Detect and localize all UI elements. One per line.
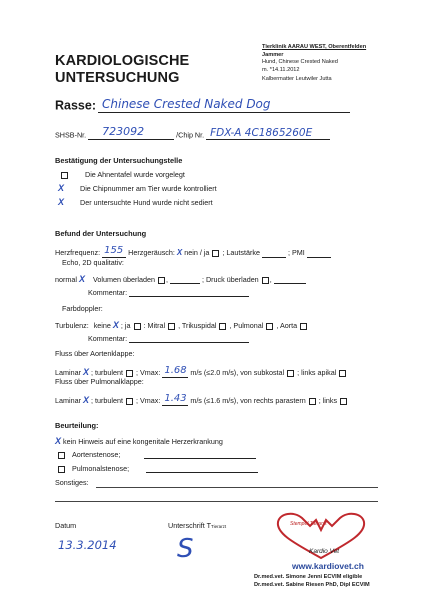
aorta-flow-row xyxy=(55,365,347,378)
herzfrequenz-row xyxy=(55,245,331,258)
volumen-label: Volumen überladen xyxy=(93,275,155,284)
kein-mark[interactable]: X xyxy=(55,436,62,446)
checkbox[interactable] xyxy=(300,323,307,330)
pulm-heading: Fluss über Pulmonalklappe: xyxy=(55,377,144,386)
echo-label: Echo, 2D qualitativ: xyxy=(62,258,124,267)
farbdoppler-label: Farbdoppler: xyxy=(62,304,103,313)
check-x-mark[interactable]: X xyxy=(58,197,65,207)
checkbox[interactable] xyxy=(309,398,316,405)
hg-label: Herzgeräusch: xyxy=(128,248,175,258)
checkbox[interactable] xyxy=(339,370,346,377)
volumen-field[interactable] xyxy=(170,283,200,284)
kommentar-field[interactable] xyxy=(129,296,249,297)
laminar-mark[interactable]: X xyxy=(82,395,89,406)
turbulent-label: ; turbulent xyxy=(90,368,123,378)
shsb-row xyxy=(55,126,330,140)
checkbox[interactable] xyxy=(58,466,65,473)
turbulent-label: ; turbulent xyxy=(90,396,123,406)
keine-label: keine xyxy=(93,321,111,330)
lautstaerke-field[interactable] xyxy=(262,257,286,258)
trikuspidal-label: , Trikuspidal xyxy=(178,321,217,330)
checkbox[interactable] xyxy=(219,323,226,330)
hg-mark[interactable]: X xyxy=(176,248,183,258)
checkbox[interactable] xyxy=(134,323,141,330)
sonstiges-label: Sonstiges: xyxy=(55,478,89,487)
turbulenz-row xyxy=(55,320,308,330)
druck-field[interactable] xyxy=(274,283,306,284)
clinic-name: Tierklinik AARAU WEST, Oberentfelden xyxy=(262,44,367,50)
rasse-value[interactable]: Chinese Crested Naked Dog xyxy=(98,98,350,113)
kommentar2-label: Kommentar: xyxy=(88,334,128,343)
doctor-1: Dr.med.vet. Simone Jenni ECVIM eligible xyxy=(254,574,363,580)
ja-label: ; ja xyxy=(120,321,131,330)
confirm-text: Die Ahnentafel wurde vorgelegt xyxy=(85,170,185,179)
chip-label: /Chip Nr. xyxy=(176,130,205,140)
vmax-label: ; Vmax: xyxy=(135,368,161,378)
pulm-vmax-value[interactable]: 1.43 xyxy=(164,393,187,404)
hf-label: Herzfrequenz: xyxy=(55,248,101,258)
aortenstenose-label: Aortenstenose; xyxy=(72,450,121,459)
chip-value[interactable]: FDX-A 4C1865260E xyxy=(206,127,330,140)
checkbox[interactable] xyxy=(158,277,165,284)
kommentar-row xyxy=(88,289,249,297)
aortenstenose-row xyxy=(57,451,256,459)
confirm-item[interactable] xyxy=(58,183,217,193)
aorten-heading: Fluss über Aortenklappe: xyxy=(55,349,135,358)
checkbox[interactable] xyxy=(287,370,294,377)
checkbox[interactable] xyxy=(61,172,68,179)
checkbox[interactable] xyxy=(58,452,65,459)
checkbox[interactable] xyxy=(212,250,219,257)
checkbox[interactable] xyxy=(168,323,175,330)
beurteilung-heading: Beurteilung: xyxy=(55,421,99,430)
breed-line: Hund, Chinese Crested Naked xyxy=(262,59,338,66)
links-label: ; links xyxy=(318,396,338,406)
pulm-ref: m/s (≤1.6 m/s), von rechts parastern xyxy=(190,396,306,406)
lautstaerke-label: ; Lautstärke xyxy=(222,248,260,258)
doctor-2: Dr.med.vet. Sabine Riesen PhD, Dipl ECVIM xyxy=(254,582,370,588)
pulm-flow-row xyxy=(55,393,348,406)
rasse-row xyxy=(55,98,350,113)
aorta-label: , Aorta xyxy=(276,321,298,330)
clinic-label xyxy=(262,44,366,84)
pmi-field[interactable] xyxy=(307,257,331,258)
shsb-label: SHSB-Nr. xyxy=(55,130,87,140)
confirm-text: Der untersuchte Hund wurde nicht sediert xyxy=(80,198,213,207)
kommentar2-row xyxy=(88,335,249,343)
apikal-label: ; links apikal xyxy=(297,368,337,378)
checkbox[interactable] xyxy=(126,370,133,377)
unterschrift-text: Unterschrift T xyxy=(168,521,212,530)
kardiovet-logo-text: Kardio Vet xyxy=(309,548,340,555)
kein-row xyxy=(55,436,223,446)
sex-birth: m. *14.11.2012 xyxy=(262,66,300,73)
website-link[interactable]: www.kardiovet.ch xyxy=(292,561,364,571)
aorta-ref: m/s (≤2.0 m/s), von subkostal xyxy=(190,368,285,378)
pulmonal-label: , Pulmonal xyxy=(229,321,264,330)
checkbox[interactable] xyxy=(340,398,347,405)
signature[interactable]: S xyxy=(177,534,194,564)
title-line-2: UNTERSUCHUNG xyxy=(55,70,180,86)
rasse-label: Rasse: xyxy=(55,98,96,113)
confirm-item[interactable] xyxy=(60,171,185,179)
confirm-item[interactable] xyxy=(58,197,213,207)
normal-label: normal xyxy=(55,275,77,284)
stamp-label: Stempel Tierarzt xyxy=(290,521,327,527)
confirm-text: Die Chipnummer am Tier wurde kontrolliert xyxy=(80,184,217,193)
aortenstenose-field[interactable] xyxy=(144,458,256,459)
title-line-1: KARDIOLOGISCHE xyxy=(55,53,190,69)
mitral-label: : Mitral xyxy=(143,321,166,330)
sonstiges-line-2[interactable] xyxy=(55,501,378,502)
normal-row: normal X Volumen überladen , ; Druck überladen , xyxy=(55,274,306,284)
hg-options: nein / ja xyxy=(184,248,210,258)
kein-text: kein Hinweis auf eine kongenitale Herzerkrankung xyxy=(63,437,223,446)
datum-value[interactable]: 13.3.2014 xyxy=(58,538,117,552)
dog-name: Jammer xyxy=(262,51,284,58)
unterschrift-label xyxy=(168,522,226,530)
laminar-label: Laminar xyxy=(55,368,81,378)
tierarzt-subscript: Tierarzt xyxy=(211,524,227,529)
confirm-heading: Bestätigung der Untersuchungstelle xyxy=(55,156,183,165)
pulmonalstenose-field[interactable] xyxy=(146,472,258,473)
checkbox[interactable] xyxy=(262,277,269,284)
befund-heading: Befund der Untersuchung xyxy=(55,229,147,238)
sonstiges-line-1[interactable] xyxy=(96,487,378,488)
pulmonalstenose-label: Pulmonalstenose; xyxy=(72,464,130,473)
check-x-mark[interactable]: X xyxy=(58,183,65,193)
aorta-vmax-value[interactable]: 1.68 xyxy=(164,365,187,376)
laminar-label: Laminar xyxy=(55,396,81,406)
normal-mark[interactable]: X xyxy=(78,274,85,284)
pmi-label: ; PMI xyxy=(288,248,305,258)
keine-mark[interactable]: X xyxy=(112,320,119,330)
datum-label: Datum xyxy=(55,521,77,530)
kommentar2-field[interactable] xyxy=(129,342,249,343)
turb-label: Turbulenz: xyxy=(55,321,89,330)
hf-value[interactable]: 155 xyxy=(102,245,126,258)
pulmonalstenose-row xyxy=(57,465,258,473)
checkbox[interactable] xyxy=(126,398,133,405)
druck-label: ; Druck überladen xyxy=(201,275,259,284)
kommentar-label: Kommentar: xyxy=(88,288,128,297)
shsb-value[interactable]: 723092 xyxy=(88,126,174,140)
laminar-mark[interactable]: X xyxy=(82,367,89,378)
owner: Kalbermatter Leutwiler Jutta xyxy=(262,76,332,83)
checkbox[interactable] xyxy=(266,323,273,330)
vmax-label: ; Vmax: xyxy=(135,396,161,406)
